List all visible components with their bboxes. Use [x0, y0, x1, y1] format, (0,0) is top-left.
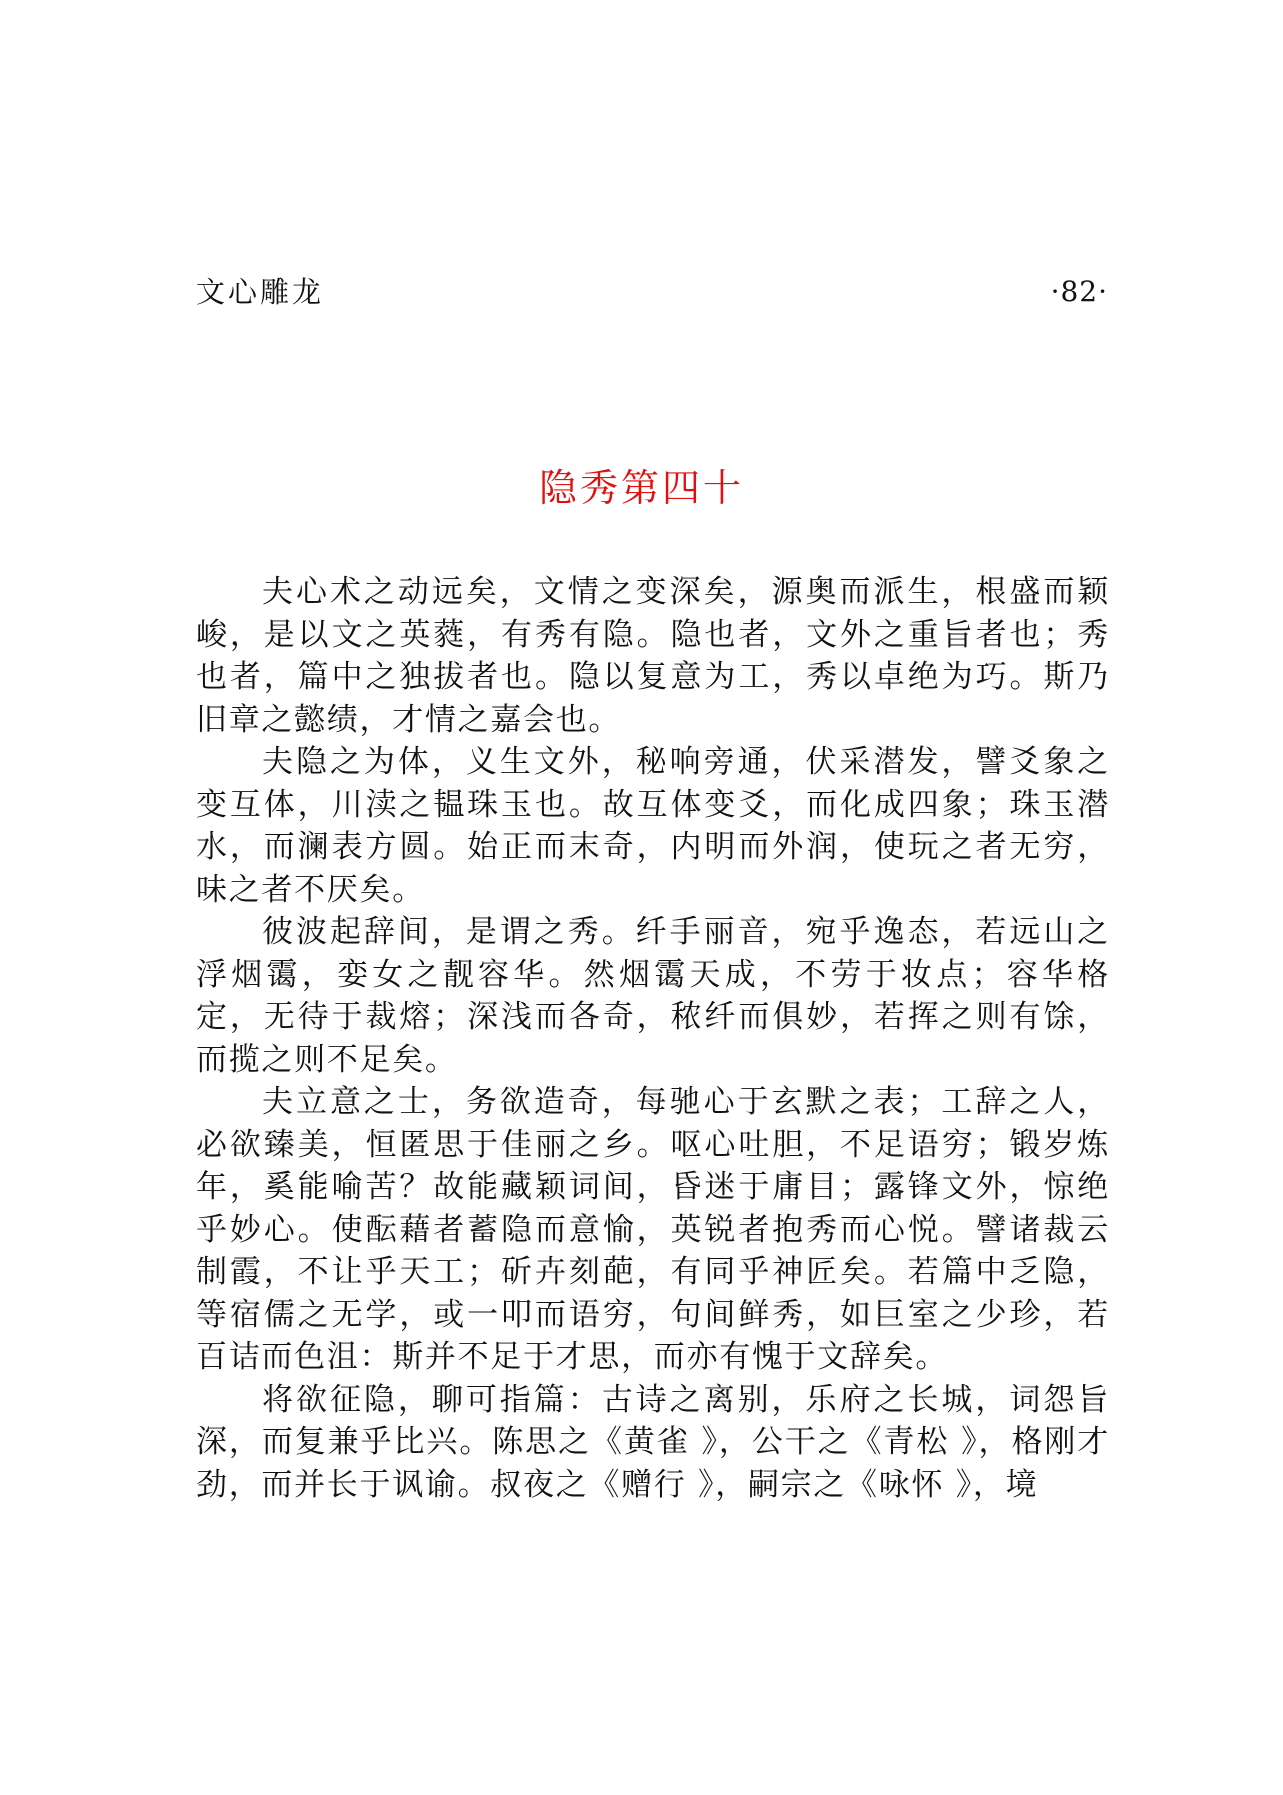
paragraph: 将欲征隐，聊可指篇：古诗之离别，乐府之长城，词怨旨深，而复兼乎比兴。陈思之《黄雀 》，公干之《青松 》，格刚才劲，而并长于讽谕。叔夜之《赠行 》，嗣宗之《咏怀 》，境 — [196, 1381, 1110, 1503]
chapter-title: 隐秀第四十 — [538, 466, 744, 510]
body-text — [196, 571, 1110, 1506]
paragraph: 夫立意之士，务欲造奇，每驰心于玄默之表；工辞之人，必欲臻美，恒匿思于佳丽之乡。呕心吐胆，不足语穷；锻岁炼年，奚能喻苦？故能藏颖词间，昏迷于庸目；露锋文外，惊绝乎妙心。使酝藉者蓄隐而意愉，英锐者抱秀而心悦。譬诸裁云制霞，不让乎天工；斫卉刻葩，有同乎神匠矣。若篇中乏隐，等宿儒之无学，或一叩而语穷，句间鲜秀，如巨室之少珍，若百诘而色沮：斯并不足于才思，而亦有愧于文辞矣。 — [196, 1084, 1110, 1375]
book-title: 文心雕龙 — [196, 275, 325, 309]
page-number: ·82· — [1050, 275, 1108, 308]
paragraph: 彼波起辞间，是谓之秀。纤手丽音，宛乎逸态，若远山之浮烟霭，娈女之靓容华。然烟霭天成，不劳于妆点；容华格定，无待于裁熔；深浅而各奇，秾纤而俱妙，若挥之则有馀，而揽之则不足矣。 — [196, 914, 1110, 1078]
paragraph: 夫心术之动远矣，文情之变深矣，源奥而派生，根盛而颖峻，是以文之英蕤，有秀有隐。隐也者，文外之重旨者也；秀也者，篇中之独拔者也。隐以复意为工，秀以卓绝为巧。斯乃旧章之懿绩，才情之嘉会也。 — [196, 574, 1110, 738]
running-header — [196, 270, 1108, 314]
paragraph: 夫隐之为体，义生文外，秘响旁通，伏采潜发，譬爻象之变互体，川渎之韫珠玉也。故互体变爻，而化成四象；珠玉潜水，而澜表方圆。始正而末奇，内明而外润，使玩之者无穷，味之者不厌矣。 — [196, 744, 1110, 908]
